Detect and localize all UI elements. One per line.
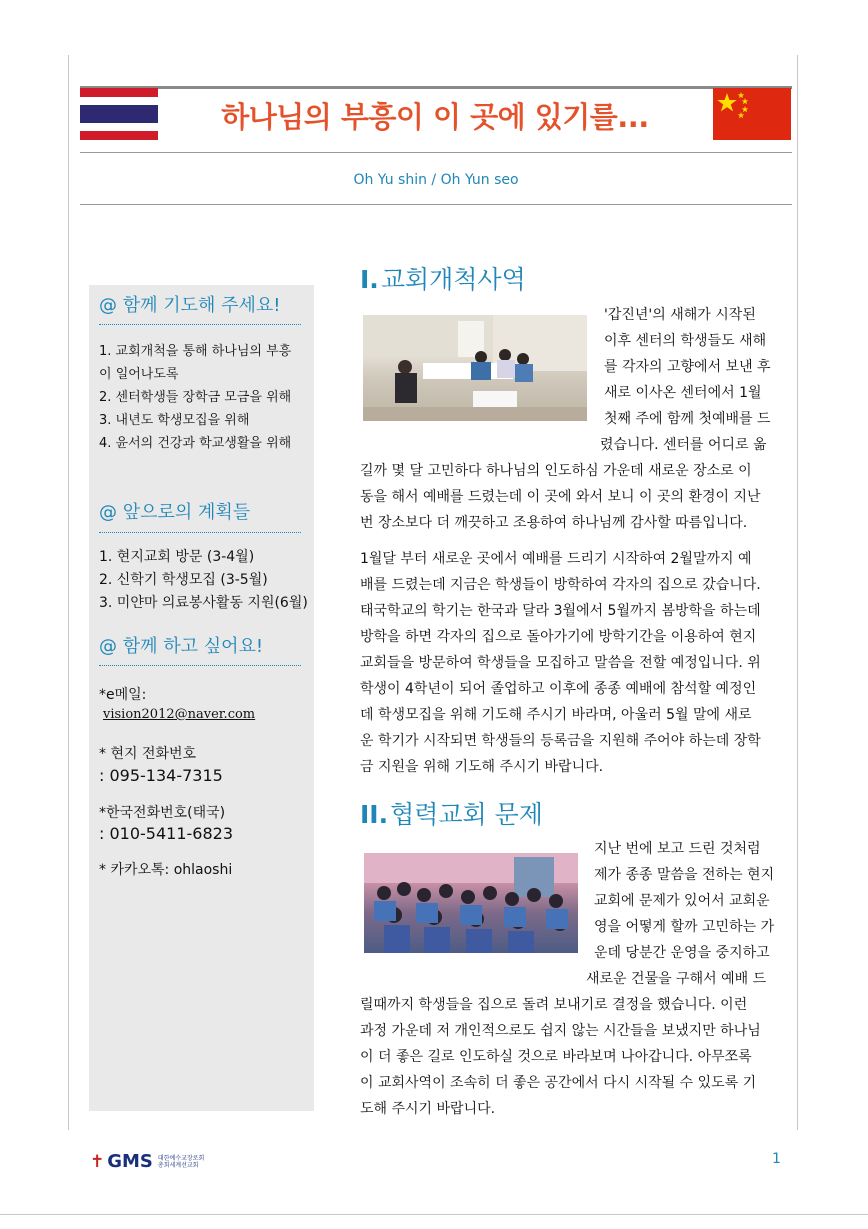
list-item: 3. 내년도 학생모집을 위해 [99,413,250,428]
org-name-line: 총회세계선교회 [157,1161,199,1169]
paragraph-line: 교회들을 방문하여 학생들을 모집하고 말씀을 전할 예정입니다. 위 [360,655,761,671]
list-item: 3. 미얀마 의료봉사활동 지원(6월) [99,595,308,611]
paragraph-line: 를 각자의 고향에서 보낸 후 [604,359,771,375]
dotted-divider [99,324,301,325]
paragraph-line: 제가 종종 말씀을 전하는 현지 [594,867,775,883]
china-flag-icon [713,88,791,140]
paragraph-line: 첫째 주에 함께 첫예배를 드 [604,411,771,427]
paragraph-line: 데 학생모집을 위해 기도해 주시기 바라며, 아울러 5월 말에 새로 [360,707,752,723]
list-item: 이 일어나도록 [99,367,179,382]
paragraph-line: 운 학기가 시작되면 학생들의 등록금을 지원해 주어야 하는데 장학 [360,733,761,749]
email-label: *e메일: [99,687,147,703]
paragraph-line: 과정 가운데 저 개인적으로도 쉽지 않는 시간들을 보냈지만 하나님 [360,1023,761,1039]
right-margin-line [797,55,798,1130]
dotted-divider [99,532,301,533]
gms-logo [90,1151,204,1172]
list-item: 2. 신학기 학생모집 (3-5월) [99,572,268,588]
center-worship-photo [363,315,587,421]
paragraph-line: 태국학교의 학기는 한국과 달라 3월에서 5월까지 봄방학을 하는데 [360,603,761,619]
paragraph-line: 영을 어떻게 할까 고민하는 가 [594,919,775,935]
org-name-line: 대한예수교장로회 [157,1154,205,1162]
paragraph-line: 지난 번에 보고 드린 것처럼 [594,841,761,857]
header-bottom-rule [80,152,792,153]
header-top-rule [80,86,792,89]
prayer-list [99,340,309,455]
church-gathering-photo [364,853,578,953]
thailand-flag-icon [80,88,158,140]
left-margin-line [68,55,69,1130]
paragraph-line: 도해 주시기 바랍니다. [360,1101,496,1117]
paragraph-line: 이후 센터의 학생들도 새해 [604,333,767,349]
page-number: 1 [772,1151,781,1167]
authors: Oh Yu shin / Oh Yun seo [353,172,519,188]
paragraph-line: 이 더 좋은 길로 인도하실 것으로 바라보며 나아갑니다. 아무쪼록 [360,1049,752,1065]
list-item: 1. 교회개척을 통해 하나님의 부흥 [99,344,292,359]
logo-text: GMS [107,1151,153,1172]
phone-label: * 현지 전화번호 [99,746,197,762]
plans-heading: @ 앞으로의 계획들 [99,502,251,523]
paragraph-line: 금 지원을 위해 기도해 주시기 바랍니다. [360,759,604,775]
paragraph-line: 교회에 문제가 있어서 교회운 [594,893,770,909]
paragraph-line: 배를 드렸는데 지금은 학생들이 방학하여 각자의 집으로 갔습니다. [360,577,761,593]
cross-icon: ✝ [90,1151,105,1172]
org-name [158,1155,204,1169]
phone-number: : 095-134-7315 [99,766,223,785]
plans-list [99,546,309,615]
kakao-id: * 카카오톡: ohlaoshi [99,862,233,878]
paragraph-line: 번 장소보다 더 깨끗하고 조용하여 하나님께 감사할 따름입니다. [360,515,748,531]
bottom-rule [0,1214,868,1215]
paragraph-line: 새로 이사온 센터에서 1월 [604,385,762,401]
paragraph-line: 방학을 하면 각자의 집으로 돌아가기에 방학기간을 이용하여 현지 [360,629,757,645]
paragraph-line: '갑진년'의 새해가 시작된 [604,307,756,323]
paragraph-line: 릴때까지 학생들을 집으로 돌려 보내기로 결정을 했습니다. 이런 [360,997,748,1013]
list-item: 2. 센터학생들 장학금 모금을 위해 [99,390,292,405]
korea-phone-label: *한국전화번호(태국) [99,805,226,821]
list-item: 4. 윤서의 건강과 학교생활을 위해 [99,436,292,451]
contact-heading: @ 함께 하고 싶어요! [99,636,264,657]
section-1-numeral: I. [360,265,379,294]
paragraph-line: 길까 몇 달 고민하다 하나님의 인도하심 가운데 새로운 장소로 이 [360,463,752,479]
dotted-divider [99,665,301,666]
authors-rule [80,204,792,205]
paragraph-line: 새로운 건물을 구해서 예배 드 [586,971,767,987]
paragraph-line: 동을 해서 예배를 드렸는데 이 곳에 와서 보니 이 곳의 환경이 지난 [360,489,761,505]
email-link[interactable]: vision2012@naver.com [103,707,256,722]
paragraph-line: 학생이 4학년이 되어 졸업하고 이후에 종종 예배에 참석할 예정인 [360,681,757,697]
paragraph-line: 렸습니다. 센터를 어디로 옮 [600,437,767,453]
section-2-heading [360,795,543,831]
section-1-title: 교회개척사역 [380,265,526,294]
section-1-heading [360,260,526,296]
paragraph-line: 1월달 부터 새로운 곳에서 예배를 드리기 시작하여 2월말까지 예 [360,551,752,567]
section-2-numeral: II. [360,800,389,829]
page-title: 하나님의 부흥이 이 곳에 있기를... [221,100,649,134]
section-2-title: 협력교회 문제 [390,800,543,829]
list-item: 1. 현지교회 방문 (3-4월) [99,549,255,565]
prayer-heading: @ 함께 기도해 주세요! [99,295,281,316]
korea-phone-number: : 010-5411-6823 [99,824,233,843]
paragraph-line: 운데 당분간 운영을 중지하고 [594,945,770,961]
paragraph-line: 이 교회사역이 조속히 더 좋은 공간에서 다시 시작될 수 있도록 기 [360,1075,757,1091]
